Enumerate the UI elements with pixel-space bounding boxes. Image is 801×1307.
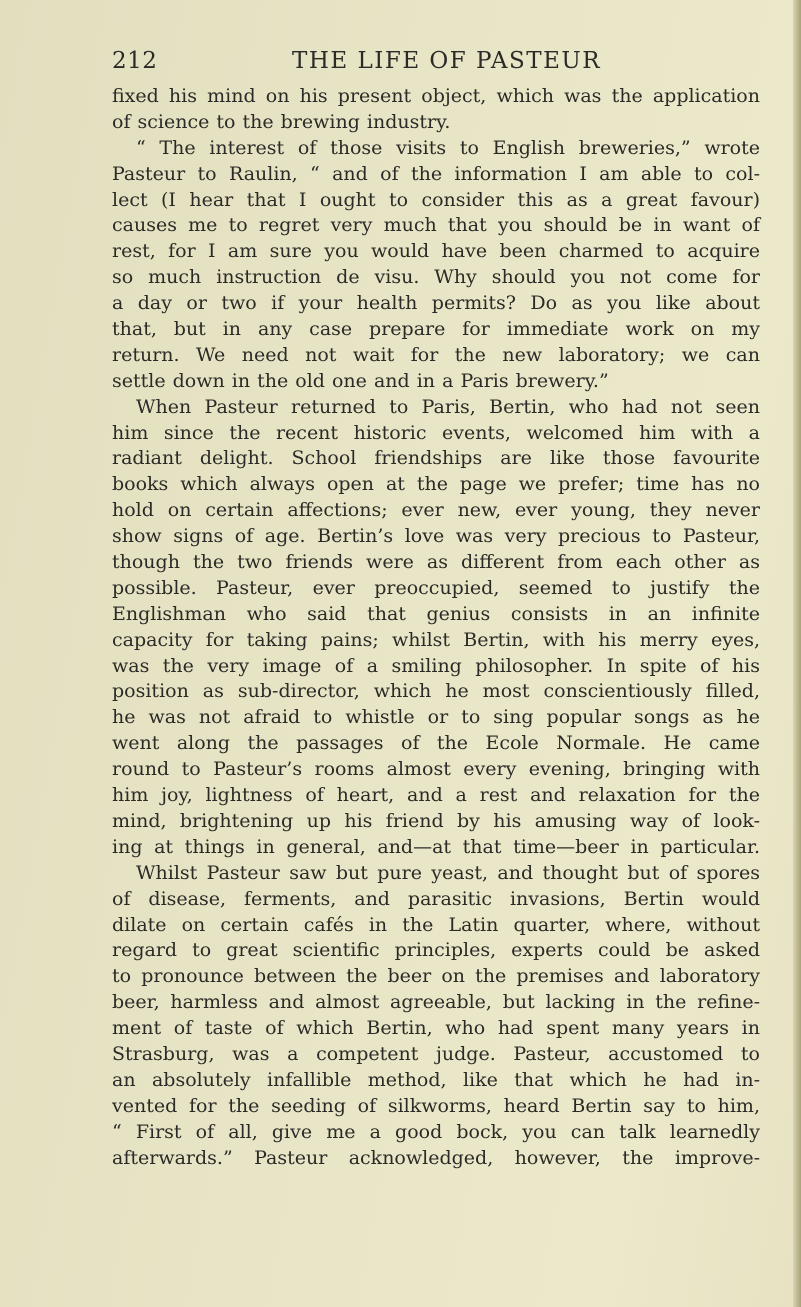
text-line: of science to the brewing industry. <box>112 110 451 133</box>
text-line: causes me to regret very much that you should be in want of <box>112 214 760 237</box>
text-line: to pronounce between the beer on the premises and laboratory <box>112 965 760 988</box>
text-line: When Pasteur returned to Paris, Bertin, who had not seen <box>136 395 760 418</box>
text-line: Whilst Pasteur saw but pure yeast, and thought but of spores <box>136 861 760 884</box>
text-line: settle down in the old one and in a Paris brewery.” <box>112 369 609 392</box>
text-line: radiant delight. School friendships are like those favourite <box>112 447 760 470</box>
text-line: “ The interest of those visits to English breweries,” wrote <box>136 136 760 159</box>
text-line: lect (I hear that I ought to consider this as a great favour) <box>112 188 760 211</box>
text-line: Strasburg, was a competent judge. Pasteur, accustomed to <box>112 1042 760 1065</box>
text-line: rest, for I am sure you would have been charmed to acquire <box>112 240 760 263</box>
text-line: vented for the seeding of silkworms, heard Bertin say to him, <box>112 1094 760 1117</box>
text-line: a day or two if your health permits? Do as you like about <box>112 292 760 315</box>
text-line: “ First of all, give me a good bock, you can talk learnedly <box>112 1120 760 1143</box>
text-line: was the very image of a smiling philosopher. In spite of his <box>112 654 760 677</box>
text-line: him joy, lightness of heart, and a rest and relaxation for the <box>112 784 760 807</box>
text-line: afterwards.” Pasteur acknowledged, however, the improve- <box>112 1146 760 1169</box>
text-line: of disease, ferments, and parasitic invasions, Bertin would <box>112 887 760 910</box>
body-text <box>112 84 760 1171</box>
text-line: books which always open at the page we prefer; time has no <box>112 473 760 496</box>
text-line: round to Pasteur’s rooms almost every evening, bringing with <box>112 758 760 781</box>
text-line: though the two friends were as different from each other as <box>112 551 760 574</box>
text-line: him since the recent historic events, welcomed him with a <box>112 421 760 444</box>
text-line: Pasteur to Raulin, “ and of the information I am able to col- <box>112 162 760 185</box>
text-line: hold on certain affections; ever new, ever young, they never <box>112 499 760 522</box>
text-line: regard to great scientific principles, experts could be asked <box>112 939 760 962</box>
text-line: possible. Pasteur, ever preoccupied, seemed to justify the <box>112 576 760 599</box>
text-line: so much instruction de visu. Why should you not come for <box>112 266 760 289</box>
text-line: went along the passages of the Ecole Normale. He came <box>112 732 760 755</box>
text-line: beer, harmless and almost agreeable, but lacking in the refine- <box>112 991 760 1014</box>
text-line: mind, brightening up his friend by his amusing way of look- <box>112 809 760 832</box>
running-head <box>112 48 760 80</box>
text-line: position as sub-director, which he most conscientiously filled, <box>112 680 760 703</box>
text-line: dilate on certain cafés in the Latin quarter, where, without <box>112 913 760 936</box>
text-line: he was not afraid to whistle or to sing popular songs as he <box>112 706 760 729</box>
book-title: THE LIFE OF PASTEUR <box>292 48 602 74</box>
text-line: capacity for taking pains; whilst Bertin, with his merry eyes, <box>112 628 760 651</box>
text-line: ing at things in general, and—at that time—beer in particular. <box>112 835 760 858</box>
page-number: 212 <box>112 48 158 74</box>
text-line: ment of taste of which Bertin, who had spent many years in <box>112 1017 760 1040</box>
page-edge <box>793 0 801 1307</box>
text-line: an absolutely infallible method, like that which he had in- <box>112 1068 760 1091</box>
text-line: Englishman who said that genius consists in an infinite <box>112 602 760 625</box>
text-line: return. We need not wait for the new laboratory; we can <box>112 343 760 366</box>
text-line: fixed his mind on his present object, which was the application <box>112 85 760 107</box>
text-line: show signs of age. Bertin’s love was very precious to Pasteur, <box>112 525 760 548</box>
text-line: that, but in any case prepare for immediate work on my <box>112 318 760 341</box>
